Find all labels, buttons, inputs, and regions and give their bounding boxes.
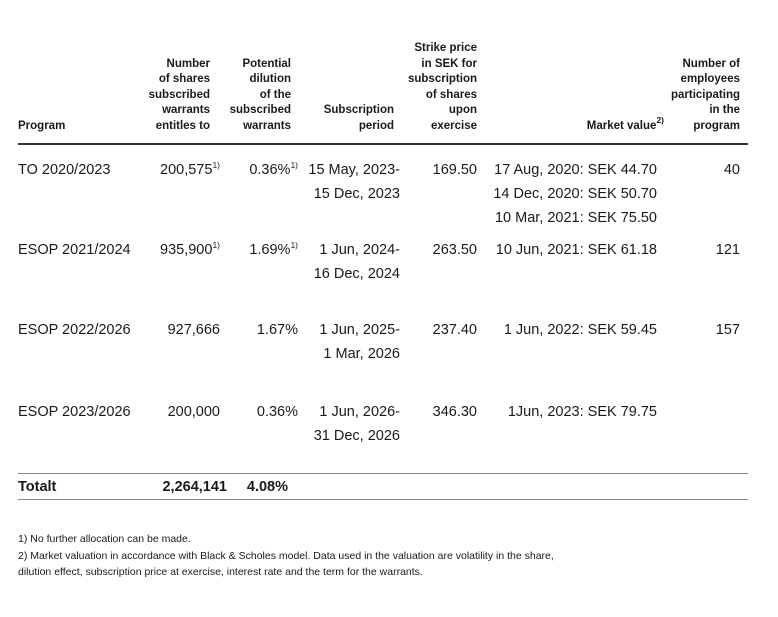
row-strike: 237.40 [432, 322, 477, 338]
row-market-value: 1Jun, 2023: SEK 79.75 [507, 404, 657, 420]
header-period: Subscription period [323, 104, 394, 132]
row-program: ESOP 2023/2026 [18, 404, 131, 420]
row-strike: 169.50 [432, 162, 477, 178]
row-strike: 346.30 [432, 404, 477, 420]
row-program: TO 2020/2023 [18, 162, 111, 178]
row-dilution-value: 0.36% [249, 162, 291, 178]
header-market-label: Market value [586, 119, 657, 132]
row-shares-value: 927,666 [167, 322, 220, 338]
row-dilution-value: 1.67% [256, 322, 298, 338]
row-dilution [218, 158, 298, 182]
row-period: 1 Jun, 2026- 31 Dec, 2026 [313, 404, 400, 444]
row-shares [128, 318, 220, 342]
row-shares [128, 400, 220, 424]
row-program: ESOP 2021/2024 [18, 242, 131, 258]
footnote-1: 1) No further allocation can be made. [18, 533, 191, 545]
row-market-value: 10 Jun, 2021: SEK 61.18 [495, 242, 657, 258]
row-shares-value: 200,575 [160, 162, 213, 178]
footnotes [18, 531, 748, 581]
total-label: Totalt [18, 479, 57, 495]
row-period: 1 Jun, 2025- 1 Mar, 2026 [319, 322, 400, 362]
row-shares [128, 238, 220, 262]
total-divider-bottom [18, 499, 748, 500]
row-dilution-value: 1.69% [249, 242, 291, 258]
row-dilution [218, 238, 298, 262]
footnote-2: 2) Market valuation in accordance with Black & Scholes model. Data used in the valuation are volatility in the share, dilution effect, subscription price at exercise, interest rate and the term for the warrants. [18, 549, 554, 578]
row-strike: 263.50 [432, 242, 477, 258]
row-dilution [218, 400, 298, 424]
row-period: 1 Jun, 2024- 16 Dec, 2024 [313, 242, 400, 282]
total-divider-top [18, 473, 748, 474]
total-shares: 2,264,141 [162, 479, 227, 495]
total-dilution: 4.08% [246, 479, 288, 495]
header-market-footnote: 2) [656, 114, 664, 125]
row-employees: 121 [715, 242, 740, 258]
table-header [18, 0, 748, 145]
header-employees: Number of employees participating in the program [670, 57, 740, 132]
row-employees: 40 [723, 162, 740, 178]
header-shares: Number of shares subscribed warrants entitles to [148, 57, 210, 132]
header-program: Program [18, 119, 66, 132]
header-market-value [498, 114, 664, 135]
row-dilution-value: 0.36% [256, 404, 298, 420]
row-shares-footnote: 1) [212, 240, 220, 250]
row-dilution [218, 318, 298, 342]
row-market-value: 17 Aug, 2020: SEK 44.70 14 Dec, 2020: SEK 50.70 10 Mar, 2021: SEK 75.50 [493, 162, 657, 226]
row-shares-value: 935,900 [160, 242, 213, 258]
row-shares-value: 200,000 [167, 404, 220, 420]
row-shares [128, 158, 220, 182]
row-program: ESOP 2022/2026 [18, 322, 131, 338]
header-dilution: Potential dilution of the subscribed warrants [229, 57, 291, 132]
row-dilution-footnote: 1) [290, 240, 298, 250]
row-market-value: 1 Jun, 2022: SEK 59.45 [503, 322, 657, 338]
header-strike: Strike price in SEK for subscription of shares upon exercise [407, 42, 477, 132]
row-shares-footnote: 1) [212, 160, 220, 170]
row-employees: 157 [715, 322, 740, 338]
row-dilution-footnote: 1) [290, 160, 298, 170]
row-period: 15 May, 2023- 15 Dec, 2023 [308, 162, 400, 202]
